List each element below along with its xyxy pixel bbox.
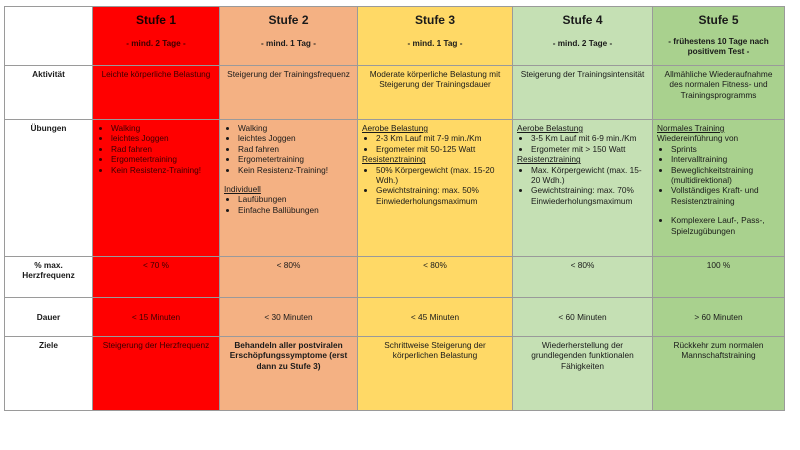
activity-row bbox=[5, 66, 785, 120]
activity-cell-5: Allmähliche Wiederaufnahme des normalen Fitness- und Trainingsprogramms bbox=[653, 66, 785, 120]
normal-training-heading: Normales Training bbox=[657, 123, 725, 133]
exercise-item: • Gewichtstraining: max. 50% Einwiederholungsmaximum bbox=[376, 185, 508, 206]
row-label-dauer: Dauer bbox=[5, 298, 93, 337]
exercise-item: • leichtes Joggen bbox=[111, 133, 215, 143]
stage-header-3 bbox=[358, 7, 513, 66]
exercise-item: • leichtes Joggen bbox=[238, 133, 353, 143]
stage-header-2 bbox=[220, 7, 358, 66]
header-row bbox=[5, 7, 785, 66]
exercise-item: • Max. Körpergewicht (max. 15-20 Wdh.) bbox=[531, 165, 648, 186]
activity-cell-1: Leichte körperliche Belastung bbox=[93, 66, 220, 120]
exercise-item: • Vollständiges Kraft- und Resistenztraining bbox=[671, 185, 780, 206]
row-label-uebungen: Übungen bbox=[5, 120, 93, 257]
exercise-item: • Laufübungen bbox=[238, 194, 353, 204]
stage-requirement: - mind. 1 Tag - bbox=[261, 39, 316, 48]
exercises-cell-3 bbox=[358, 120, 513, 257]
heart-rate-row bbox=[5, 257, 785, 298]
goal-cell-5: Rückkehr zum normalen Mannschaftstraining bbox=[653, 337, 785, 411]
duration-cell-5: > 60 Minuten bbox=[653, 298, 785, 337]
heart-rate-cell-2: < 80% bbox=[220, 257, 358, 298]
heart-rate-cell-3: < 80% bbox=[358, 257, 513, 298]
exercise-item: • 50% Körpergewicht (max. 15-20 Wdh.) bbox=[376, 165, 508, 186]
stage-header-1 bbox=[93, 7, 220, 66]
goal-cell-1: Steigerung der Herzfrequenz bbox=[93, 337, 220, 411]
individual-list bbox=[224, 194, 353, 215]
exercise-item: • Kein Resistenz-Training! bbox=[111, 165, 215, 175]
activity-cell-4: Steigerung der Trainingsintensität bbox=[513, 66, 653, 120]
stage-title: Stufe 2 bbox=[268, 13, 309, 27]
stage-title: Stufe 4 bbox=[562, 13, 603, 27]
stage-title: Stufe 3 bbox=[414, 13, 455, 27]
row-label-aktivitaet: Aktivität bbox=[5, 66, 93, 120]
goal-cell-3: Schrittweise Steigerung der körperlichen Belastung bbox=[358, 337, 513, 411]
exercise-item: • Sprints bbox=[671, 144, 780, 154]
exercise-list bbox=[97, 123, 215, 175]
exercise-item: • Kein Resistenz-Training! bbox=[238, 165, 353, 175]
duration-cell-1: < 15 Minuten bbox=[93, 298, 220, 337]
aerobe-list bbox=[362, 133, 508, 154]
exercises-cell-2 bbox=[220, 120, 358, 257]
exercise-item: • Beweglichkeitstraining (multidirektional) bbox=[671, 165, 780, 186]
exercise-item: • Rad fahren bbox=[238, 144, 353, 154]
exercise-item: • Ergometer mit > 150 Watt bbox=[531, 144, 648, 154]
row-label-ziele: Ziele bbox=[5, 337, 93, 411]
stage-requirement: - mind. 1 Tag - bbox=[407, 39, 463, 48]
stage-header-5 bbox=[653, 7, 785, 66]
normal-training-intro: Wiedereinführung von bbox=[657, 133, 739, 144]
stage-requirement: - mind. 2 Tage - bbox=[126, 39, 186, 48]
exercise-item: • Ergometertraining bbox=[111, 154, 215, 164]
stage-requirement: - frühestens 10 Tage nach positivem Test - bbox=[668, 37, 769, 56]
resistenz-list bbox=[362, 165, 508, 207]
duration-row bbox=[5, 298, 785, 337]
heart-rate-cell-1: < 70 % bbox=[93, 257, 220, 298]
stage-header-4 bbox=[513, 7, 653, 66]
exercise-item: • 3-5 Km Lauf mit 6-9 min./Km bbox=[531, 133, 648, 143]
exercises-cell-4 bbox=[513, 120, 653, 257]
exercise-item: • Walking bbox=[238, 123, 353, 133]
stage-title: Stufe 1 bbox=[135, 13, 176, 27]
aerobe-list bbox=[517, 133, 648, 154]
exercise-item: • Einfache Ballübungen bbox=[238, 205, 353, 215]
row-label-herzfrequenz: % max. Herzfrequenz bbox=[5, 257, 93, 298]
duration-cell-4: < 60 Minuten bbox=[513, 298, 653, 337]
exercise-list bbox=[224, 123, 353, 175]
exercises-cell-1 bbox=[93, 120, 220, 257]
corner-cell bbox=[5, 7, 93, 66]
exercises-row bbox=[5, 120, 785, 257]
heart-rate-cell-4: < 80% bbox=[513, 257, 653, 298]
heart-rate-cell-5: 100 % bbox=[653, 257, 785, 298]
individual-heading: Individuell bbox=[224, 184, 261, 195]
duration-cell-3: < 45 Minuten bbox=[358, 298, 513, 337]
exercise-item: • Intervalltraining bbox=[671, 154, 780, 164]
return-to-play-table bbox=[4, 6, 785, 411]
resistenz-list bbox=[517, 165, 648, 207]
goal-cell-2: Behandeln aller postviralen Erschöpfungssymptome (erst dann zu Stufe 3) bbox=[220, 337, 358, 411]
exercise-item: • Ergometertraining bbox=[238, 154, 353, 164]
resistenz-heading: Resistenztraining bbox=[362, 154, 426, 165]
normal-training-list bbox=[657, 144, 780, 236]
activity-cell-3: Moderate körperliche Belastung mit Steigerung der Trainingsdauer bbox=[358, 66, 513, 120]
resistenz-heading: Resistenztraining bbox=[517, 154, 581, 165]
duration-cell-2: < 30 Minuten bbox=[220, 298, 358, 337]
goal-cell-4: Wiederherstellung der grundlegenden funktionalen Fähigkeiten bbox=[513, 337, 653, 411]
stage-title: Stufe 5 bbox=[698, 13, 739, 27]
exercise-item: • Rad fahren bbox=[111, 144, 215, 154]
activity-cell-2: Steigerung der Trainingsfrequenz bbox=[220, 66, 358, 120]
exercise-item: • Gewichtstraining: max. 70% Einwiederholungsmaximum bbox=[531, 185, 648, 206]
exercise-item: • Komplexere Lauf-, Pass-, Spielzugübungen bbox=[671, 215, 780, 236]
exercise-item: • Walking bbox=[111, 123, 215, 133]
aerobe-heading: Aerobe Belastung bbox=[362, 123, 428, 133]
exercise-item: • Ergometer mit 50-125 Watt bbox=[376, 144, 508, 154]
aerobe-heading: Aerobe Belastung bbox=[517, 123, 583, 133]
exercises-cell-5 bbox=[653, 120, 785, 257]
goals-row bbox=[5, 337, 785, 411]
stage-requirement: - mind. 2 Tage - bbox=[552, 39, 613, 48]
exercise-item: • 2-3 Km Lauf mit 7-9 min./Km bbox=[376, 133, 508, 143]
